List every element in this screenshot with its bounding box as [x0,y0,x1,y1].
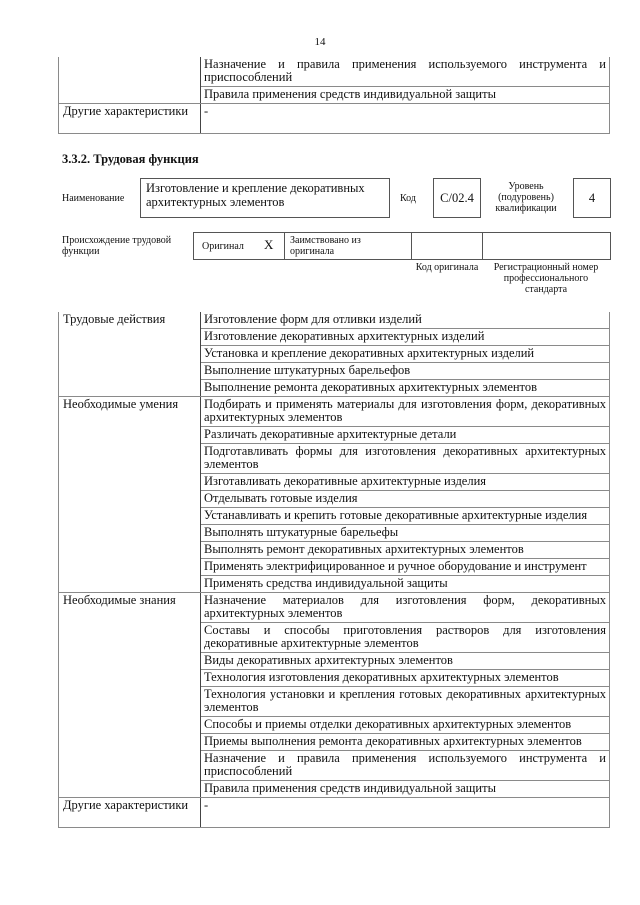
table-row [59,508,610,525]
group-item: Технология установки и крепления готовых декоративных архитектурных элементов [201,687,610,717]
group-item: Назначение материалов для изготовления форм, декоративных архитектурных элементов [201,593,610,623]
orig-code-label: Код оригинала [415,262,479,273]
group-item: Правила применения средств индивидуальной защиты [201,781,610,798]
table-row [59,363,610,380]
table-row [59,593,610,623]
main-table [58,312,610,828]
table-row [59,542,610,559]
row-label [59,87,201,104]
group-label: Другие характеристики [59,798,201,828]
group-item: Устанавливать и крепить готовые декоративные архитектурные изделия [201,508,610,525]
group-item: Применять электрифицированное и ручное оборудование и инструмент [201,559,610,576]
group-item: Составы и способы приготовления растворов для изготовления декоративные архитектурные элементов [201,623,610,653]
original-mark: X [264,237,274,252]
table-row [59,717,610,734]
table-row [59,380,610,397]
group-item: Отделывать готовые изделия [201,491,610,508]
origin-label: Происхождение трудовой функции [62,235,172,257]
group-item: Назначение и правила применения используемого инструмента и приспособлений [201,751,610,781]
table-row [59,491,610,508]
group-item: Приемы выполнения ремонта декоративных архитектурных элементов [201,734,610,751]
group-item: Установка и крепление декоративных архитектурных изделий [201,346,610,363]
table-row [59,329,610,346]
group-item: - [201,798,610,828]
group-item: Изготовление декоративных архитектурных изделий [201,329,610,346]
group-item: Способы и приемы отделки декоративных архитектурных элементов [201,717,610,734]
group-item: Подбирать и применять материалы для изготовления форм, декоративных архитектурных элементов [201,397,610,427]
table-row [59,623,610,653]
level-label: Уровень (подуровень) квалификации [495,181,557,214]
reg-number-label: Регистрационный номер профессионального стандарта [493,262,599,295]
group-item: Выполнять ремонт декоративных архитектурных элементов [201,542,610,559]
borrowed-label: Заимствовано из оригинала [290,235,361,257]
table-row [59,576,610,593]
group-item: Виды декоративных архитектурных элементов [201,653,610,670]
borrowed-box [284,232,412,260]
code-box [433,178,481,218]
name-label: Наименование [62,193,125,204]
page-number: 14 [314,36,326,48]
level-value: 4 [588,191,596,205]
table-row [59,104,610,134]
table-row [59,474,610,491]
row-label [59,57,201,87]
level-box [573,178,611,218]
orig-code-box [411,232,483,260]
table-row [59,346,610,363]
group-item: Технология изготовления декоративных архитектурных элементов [201,670,610,687]
original-label: Оригинал [202,241,244,252]
group-label: Необходимые умения [59,397,201,427]
original-box [193,232,285,260]
table-row [59,427,610,444]
row-value: - [201,104,610,134]
table-row [59,559,610,576]
table-row [59,312,610,329]
table-row [59,751,610,781]
name-value: Изготовление и крепление декоративных архитектурных элементов [146,181,365,209]
table-row [59,525,610,542]
group-item: Изготовление форм для отливки изделий [201,312,610,329]
top-table [58,57,610,134]
table-row [59,87,610,104]
group-item: Различать декоративные архитектурные детали [201,427,610,444]
table-row [59,687,610,717]
section-title: 3.3.2. Трудовая функция [62,152,199,166]
row-label: Другие характеристики [59,104,201,134]
table-row [59,57,610,87]
table-row [59,653,610,670]
code-label: Код [400,193,416,204]
table-row [59,670,610,687]
group-label: Необходимые знания [59,593,201,623]
table-row [59,781,610,798]
name-box [140,178,390,218]
reg-number-box [482,232,611,260]
group-label: Трудовые действия [59,312,201,329]
code-value: С/02.4 [440,191,474,205]
group-item: Подготавливать формы для изготовления декоративных архитектурных элементов [201,444,610,474]
group-item: Выполнение штукатурных барельефов [201,363,610,380]
table-row [59,397,610,427]
row-value: Правила применения средств индивидуальной защиты [201,87,610,104]
table-row [59,734,610,751]
group-item: Изготавливать декоративные архитектурные изделия [201,474,610,491]
table-row [59,444,610,474]
group-item: Применять средства индивидуальной защиты [201,576,610,593]
table-row [59,798,610,828]
group-item: Выполнение ремонта декоративных архитектурных элементов [201,380,610,397]
group-item: Выполнять штукатурные барельефы [201,525,610,542]
row-value: Назначение и правила применения используемого инструмента и приспособлений [201,57,610,87]
